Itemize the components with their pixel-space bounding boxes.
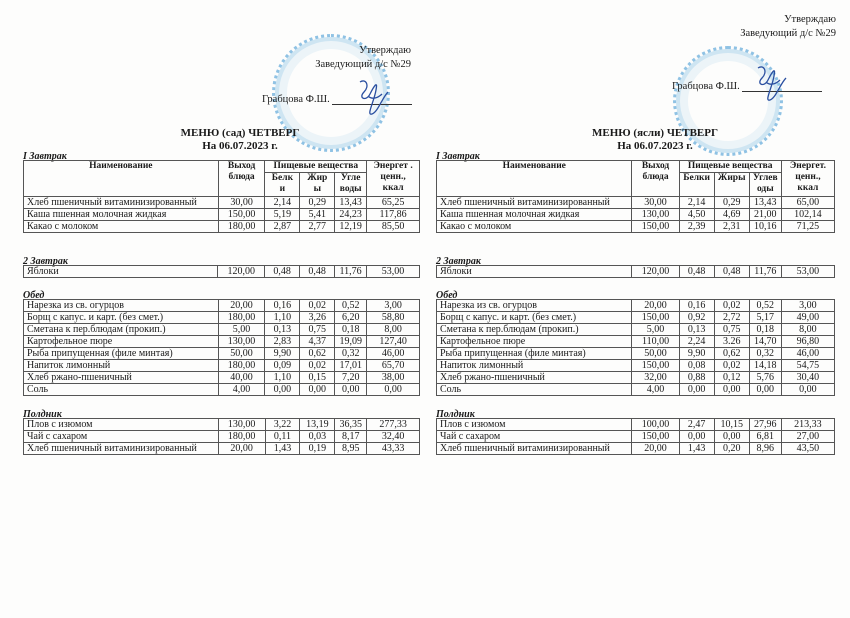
section-title: Полдник [23,409,62,420]
dish-protein: 0,08 [679,360,714,372]
dish-fat: 2,72 [714,312,749,324]
dish-carbs: 0,32 [749,348,781,360]
dish-protein: 0,48 [679,266,714,278]
column-header-energy: Энергет . ценн., ккал [367,161,420,197]
column-header-name: Наименование [24,161,219,197]
dish-protein: 0,13 [679,324,714,336]
dish-protein: 5,19 [265,209,300,221]
dish-yield: 150,00 [632,431,679,443]
dish-energy: 96,80 [781,336,834,348]
dish-fat: 0,00 [714,431,749,443]
dish-energy: 102,14 [781,209,834,221]
table-header-row [24,161,420,173]
dish-protein: 2,87 [265,221,300,233]
dish-carbs: 0,32 [335,348,367,360]
dish-energy: 27,00 [781,431,834,443]
dish-carbs: 8,96 [749,443,781,455]
dish-fat: 0,19 [300,443,335,455]
dish-name: Напиток лимонный [437,360,632,372]
approval-position: Заведующий д/с №29 [315,59,411,70]
dish-carbs: 5,17 [749,312,781,324]
dish-name: Борщ с капус. и карт. (без смет.) [437,312,632,324]
dish-yield: 130,00 [632,209,679,221]
dish-fat: 4,69 [714,209,749,221]
dish-name: Соль [24,384,219,396]
dish-fat: 5,41 [300,209,335,221]
dish-name: Хлеб ржано-пшеничный [437,372,632,384]
approval-block [315,44,411,72]
dish-carbs: 14,70 [749,336,781,348]
dish-energy: 8,00 [781,324,834,336]
dish-protein: 0,16 [265,300,300,312]
dish-energy: 117,86 [367,209,420,221]
column-header-nutrients: Пищевые вещества [265,161,367,173]
dish-fat: 4,37 [300,336,335,348]
dish-yield: 150,00 [632,312,679,324]
dish-energy: 58,80 [367,312,420,324]
table-row [437,431,835,443]
dish-carbs: 10,16 [749,221,781,233]
dish-name: Яблоки [24,266,218,278]
meal-table [23,418,420,455]
dish-energy: 49,00 [781,312,834,324]
dish-fat: 0,48 [300,266,335,278]
table-row [24,419,420,431]
dish-yield: 50,00 [632,348,679,360]
approval-title: Утверждаю [784,14,836,25]
menu-title-text: МЕНЮ (сад) ЧЕТВЕРГ [180,127,300,139]
section-title: Обед [436,290,458,301]
menu-nursery [425,0,850,618]
dish-carbs: 11,76 [335,266,367,278]
dish-protein: 9,90 [679,348,714,360]
dish-energy: 65,70 [367,360,420,372]
dish-carbs: 8,17 [335,431,367,443]
meal-table [436,299,835,396]
dish-yield: 20,00 [632,300,679,312]
table-row [437,324,835,336]
dish-name: Соль [437,384,632,396]
dish-energy: 3,00 [367,300,420,312]
dish-yield: 130,00 [218,419,265,431]
dish-carbs: 11,76 [749,266,781,278]
table-row [24,209,420,221]
dish-name: Плов с изюмом [24,419,219,431]
dish-protein: 1,10 [265,312,300,324]
table-row [437,443,835,455]
dish-fat: 0,00 [714,384,749,396]
column-header-carbs: Угле воды [335,173,367,197]
dish-yield: 130,00 [218,336,265,348]
menu-title [140,127,340,153]
dish-protein: 2,14 [679,197,714,209]
dish-fat: 0,48 [714,266,749,278]
meal-table [436,265,835,278]
dish-energy: 38,00 [367,372,420,384]
column-header-fat: Жир ы [300,173,335,197]
meal-table [436,160,835,233]
dish-yield: 150,00 [632,221,679,233]
dish-yield: 180,00 [218,312,265,324]
dish-protein: 0,48 [265,266,300,278]
signer-name: Грабцова Ф.Ш. [262,94,330,105]
meal-table [436,418,835,455]
dish-yield: 5,00 [632,324,679,336]
dish-energy: 46,00 [367,348,420,360]
section-title: I Завтрак [23,151,67,162]
dish-yield: 150,00 [632,360,679,372]
dish-yield: 180,00 [218,221,265,233]
dish-fat: 13,19 [300,419,335,431]
dish-protein: 1,10 [265,372,300,384]
approval-block [740,13,836,41]
dish-name: Хлеб пшеничный витаминизированный [437,197,632,209]
dish-yield: 4,00 [218,384,265,396]
dish-name: Чай с сахаром [24,431,219,443]
dish-protein: 0,00 [265,384,300,396]
dish-carbs: 0,00 [749,384,781,396]
dish-name: Нарезка из св. огурцов [437,300,632,312]
dish-protein: 0,00 [679,431,714,443]
dish-protein: 3,22 [265,419,300,431]
dish-yield: 20,00 [218,443,265,455]
dish-carbs: 0,52 [335,300,367,312]
dish-yield: 4,00 [632,384,679,396]
dish-fat: 0,75 [300,324,335,336]
dish-carbs: 0,52 [749,300,781,312]
column-header-fat: Жиры [714,173,749,197]
dish-energy: 53,00 [367,266,420,278]
dish-yield: 30,00 [218,197,265,209]
table-row [437,360,835,372]
dish-energy: 65,00 [781,197,834,209]
dish-yield: 20,00 [218,300,265,312]
dish-name: Нарезка из св. огурцов [24,300,219,312]
dish-energy: 277,33 [367,419,420,431]
dish-protein: 9,90 [265,348,300,360]
dish-fat: 3,26 [300,312,335,324]
menu-title [555,127,755,153]
dish-protein: 2,83 [265,336,300,348]
dish-name: Яблоки [437,266,632,278]
menu-date: На 06.07.2023 г. [617,140,693,152]
dish-yield: 110,00 [632,336,679,348]
dish-energy: 0,00 [781,384,834,396]
table-row [24,221,420,233]
table-row [437,372,835,384]
dish-yield: 100,00 [632,419,679,431]
dish-carbs: 5,76 [749,372,781,384]
dish-protein: 2,39 [679,221,714,233]
table-row [437,348,835,360]
dish-name: Картофельное пюре [24,336,219,348]
dish-fat: 10,15 [714,419,749,431]
dish-carbs: 13,43 [335,197,367,209]
column-header-protein: Белк и [265,173,300,197]
dish-name: Каша пшенная молочная жидкая [24,209,219,221]
section-title: 2 Завтрак [23,256,68,267]
table-row [24,300,420,312]
dish-energy: 46,00 [781,348,834,360]
dish-carbs: 12,19 [335,221,367,233]
dish-energy: 3,00 [781,300,834,312]
signature-line [672,81,822,92]
dish-fat: 0,02 [714,360,749,372]
table-row [437,221,835,233]
dish-energy: 85,50 [367,221,420,233]
dish-protein: 0,16 [679,300,714,312]
dish-protein: 0,09 [265,360,300,372]
dish-yield: 30,00 [632,197,679,209]
section-title: 2 Завтрак [436,256,481,267]
dish-carbs: 7,20 [335,372,367,384]
dish-name: Напиток лимонный [24,360,219,372]
table-row [24,360,420,372]
table-row [24,384,420,396]
dish-name: Плов с изюмом [437,419,632,431]
dish-name: Хлеб пшеничный витаминизированный [24,197,219,209]
dish-fat: 0,02 [300,360,335,372]
dish-fat: 0,02 [714,300,749,312]
dish-energy: 43,33 [367,443,420,455]
dish-carbs: 0,18 [749,324,781,336]
dish-name: Хлеб пшеничный витаминизированный [437,443,632,455]
table-row [24,197,420,209]
dish-carbs: 36,35 [335,419,367,431]
column-header-nutrients: Пищевые вещества [679,161,781,173]
dish-fat: 0,62 [714,348,749,360]
table-row [437,312,835,324]
dish-yield: 50,00 [218,348,265,360]
column-header-name: Наименование [437,161,632,197]
dish-fat: 0,29 [714,197,749,209]
dish-fat: 0,03 [300,431,335,443]
dish-fat: 2,77 [300,221,335,233]
dish-fat: 0,75 [714,324,749,336]
dish-name: Какао с молоком [24,221,219,233]
table-row [437,197,835,209]
section-title: I Завтрак [436,151,480,162]
dish-yield: 150,00 [218,209,265,221]
dish-energy: 53,00 [781,266,834,278]
dish-fat: 0,00 [300,384,335,396]
dish-carbs: 8,95 [335,443,367,455]
section-title: Обед [23,290,45,301]
dish-protein: 2,14 [265,197,300,209]
dish-carbs: 0,18 [335,324,367,336]
dish-energy: 65,25 [367,197,420,209]
dish-name: Хлеб пшеничный витаминизированный [24,443,219,455]
column-header-carbs: Углев оды [749,173,781,197]
table-row [24,336,420,348]
dish-carbs: 21,00 [749,209,781,221]
dish-energy: 0,00 [367,384,420,396]
dish-name: Сметана к пер.блюдам (прокип.) [24,324,219,336]
menu-date: На 06.07.2023 г. [202,140,278,152]
dish-carbs: 19,09 [335,336,367,348]
dish-name: Каша пшенная молочная жидкая [437,209,632,221]
handwritten-signature [352,76,392,125]
dish-name: Борщ с капус. и карт. (без смет.) [24,312,219,324]
table-row [437,209,835,221]
dish-carbs: 0,00 [335,384,367,396]
dish-fat: 0,20 [714,443,749,455]
dish-protein: 0,11 [265,431,300,443]
dish-name: Рыба припущенная (филе минтая) [437,348,632,360]
menu-title-text: МЕНЮ (ясли) ЧЕТВЕРГ [592,127,718,139]
handwritten-signature [750,62,790,111]
dish-energy: 71,25 [781,221,834,233]
dish-energy: 54,75 [781,360,834,372]
dish-yield: 120,00 [218,266,265,278]
dish-name: Чай с сахаром [437,431,632,443]
dish-yield: 120,00 [632,266,679,278]
dish-energy: 43,50 [781,443,834,455]
approval-position: Заведующий д/с №29 [740,28,836,39]
table-row [437,384,835,396]
dish-energy: 127,40 [367,336,420,348]
dish-yield: 180,00 [218,431,265,443]
table-row [24,372,420,384]
dish-yield: 180,00 [218,360,265,372]
meal-table [23,299,420,396]
dish-fat: 3.26 [714,336,749,348]
dish-name: Сметана к пер.блюдам (прокип.) [437,324,632,336]
dish-yield: 40,00 [218,372,265,384]
dish-energy: 32,40 [367,431,420,443]
dish-protein: 2,47 [679,419,714,431]
table-row [437,336,835,348]
dish-yield: 5,00 [218,324,265,336]
dish-fat: 0,02 [300,300,335,312]
dish-energy: 8,00 [367,324,420,336]
dish-carbs: 17,01 [335,360,367,372]
table-row [24,348,420,360]
table-header-row [437,161,835,173]
table-row [24,443,420,455]
dish-fat: 0,15 [300,372,335,384]
dish-carbs: 14,18 [749,360,781,372]
dish-fat: 0,12 [714,372,749,384]
dish-fat: 0,29 [300,197,335,209]
table-row [24,324,420,336]
signer-name: Грабцова Ф.Ш. [672,81,740,92]
column-header-protein: Белки [679,173,714,197]
dish-carbs: 27,96 [749,419,781,431]
approval-title: Утверждаю [359,45,411,56]
meal-table [23,265,420,278]
dish-carbs: 24,23 [335,209,367,221]
dish-yield: 20,00 [632,443,679,455]
dish-carbs: 6,81 [749,431,781,443]
dish-fat: 0,62 [300,348,335,360]
dish-protein: 2,24 [679,336,714,348]
table-row [24,266,420,278]
column-header-yield: Выход блюда [218,161,265,197]
dish-protein: 0,92 [679,312,714,324]
dish-name: Рыба припущенная (филе минтая) [24,348,219,360]
dish-energy: 213,33 [781,419,834,431]
dish-name: Картофельное пюре [437,336,632,348]
table-row [24,312,420,324]
section-title: Полдник [436,409,475,420]
dish-fat: 2,31 [714,221,749,233]
table-row [24,431,420,443]
column-header-energy: Энергет. ценн., ккал [781,161,834,197]
dish-protein: 0,00 [679,384,714,396]
dish-energy: 30,40 [781,372,834,384]
table-row [437,419,835,431]
dish-carbs: 13,43 [749,197,781,209]
table-row [437,266,835,278]
dish-protein: 0,88 [679,372,714,384]
meal-table [23,160,420,233]
dish-protein: 0,13 [265,324,300,336]
dish-protein: 1,43 [679,443,714,455]
dish-yield: 32,00 [632,372,679,384]
column-header-yield: Выход блюда [632,161,679,197]
dish-carbs: 6,20 [335,312,367,324]
dish-protein: 1,43 [265,443,300,455]
dish-name: Какао с молоком [437,221,632,233]
dish-protein: 4,50 [679,209,714,221]
dish-name: Хлеб ржано-пшеничный [24,372,219,384]
table-row [437,300,835,312]
